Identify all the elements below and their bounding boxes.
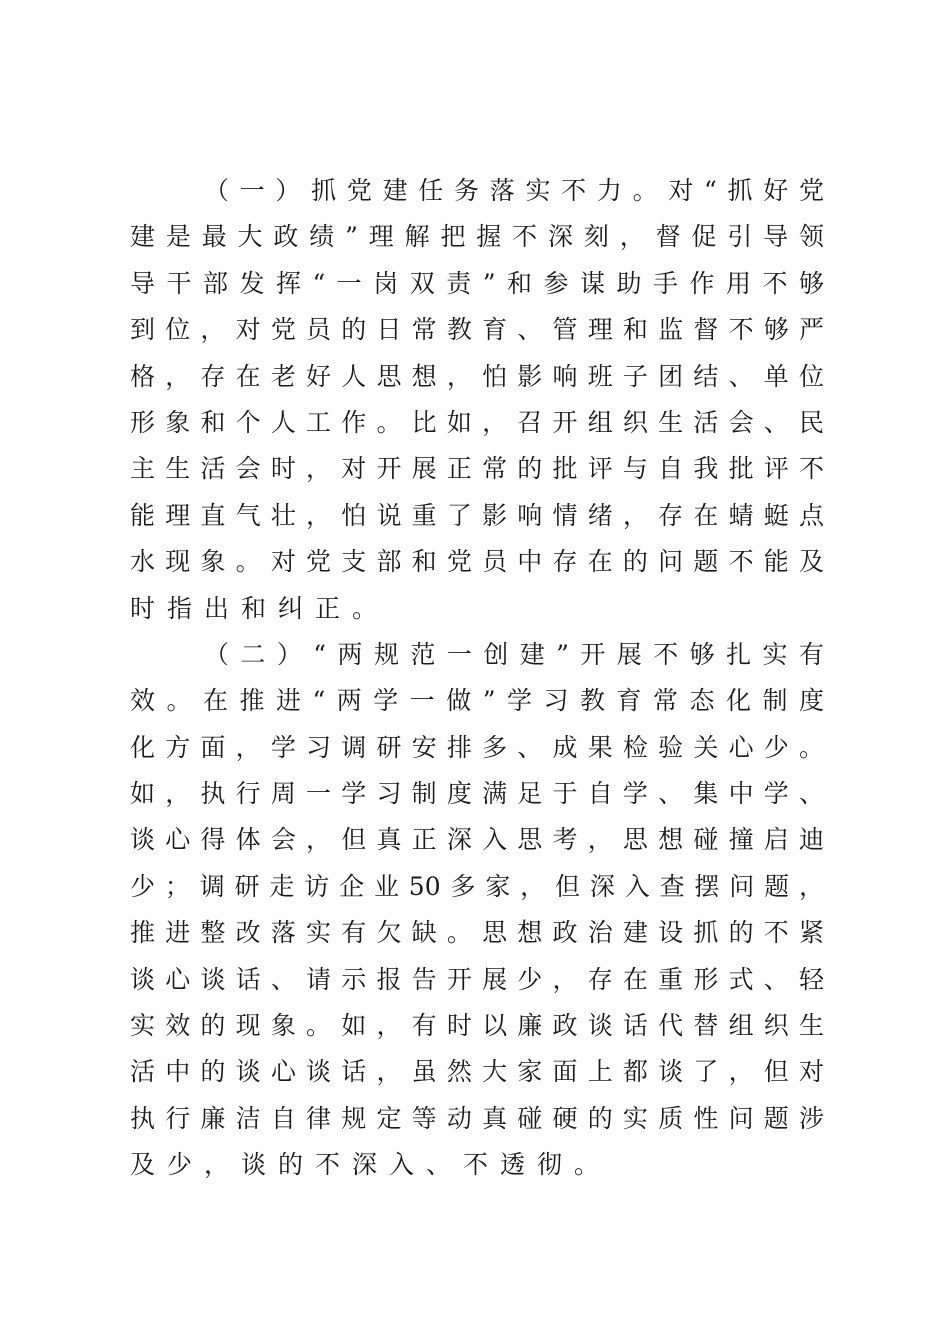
paragraph-line: 水现象。对党支部和党员中存在的问题不能及 [130, 547, 824, 577]
paragraph-line: 能理直气壮，怕说重了影响情绪，存在蜻蜓点 [130, 500, 824, 530]
paragraph-line: （二）“两规范一创建”开展不够扎实有 [204, 639, 824, 669]
paragraph-2 [130, 632, 824, 1189]
paragraph-line: 少；调研走访企业50多家，但深入查摆问题， [130, 871, 824, 901]
paragraph-line: 导干部发挥“一岗双责”和参谋助手作用不够 [130, 268, 824, 298]
paragraph-line: 主生活会时，对开展正常的批评与自我批评不 [130, 454, 824, 484]
paragraph-line: 形象和个人工作。比如，召开组织生活会、民 [130, 407, 824, 437]
paragraph-line: 谈心谈话、请示报告开展少，存在重形式、轻 [130, 964, 824, 994]
paragraph-line: 谈心得体会，但真正深入思考，思想碰撞启迪 [130, 825, 824, 855]
document-body [130, 168, 824, 1189]
paragraph-line: 活中的谈心谈话，虽然大家面上都谈了，但对 [130, 1057, 824, 1087]
paragraph-line: 化方面，学习调研安排多、成果检验关心少。 [130, 732, 824, 762]
paragraph-line: 时指出和纠正。 [130, 593, 390, 623]
paragraph-line: 及少，谈的不深入、不透彻。 [130, 1150, 612, 1180]
paragraph-line: 推进整改落实有欠缺。思想政治建设抓的不紧 [130, 918, 824, 948]
paragraph-line: 效。在推进“两学一做”学习教育常态化制度 [130, 686, 824, 716]
paragraph-line: 执行廉洁自律规定等动真碰硬的实质性问题涉 [130, 1103, 824, 1133]
paragraph-1 [130, 168, 824, 632]
paragraph-line: 如，执行周一学习制度满足于自学、集中学、 [130, 779, 824, 809]
paragraph-line: （一）抓党建任务落实不力。对“抓好党 [204, 176, 824, 205]
paragraph-line: 建是最大政绩”理解把握不深刻，督促引导领 [130, 222, 824, 252]
paragraph-line: 到位，对党员的日常教育、管理和监督不够严 [130, 315, 824, 345]
paragraph-line: 格，存在老好人思想，怕影响班子团结、单位 [130, 361, 824, 391]
paragraph-line: 实效的现象。如，有时以廉政谈话代替组织生 [130, 1011, 824, 1041]
